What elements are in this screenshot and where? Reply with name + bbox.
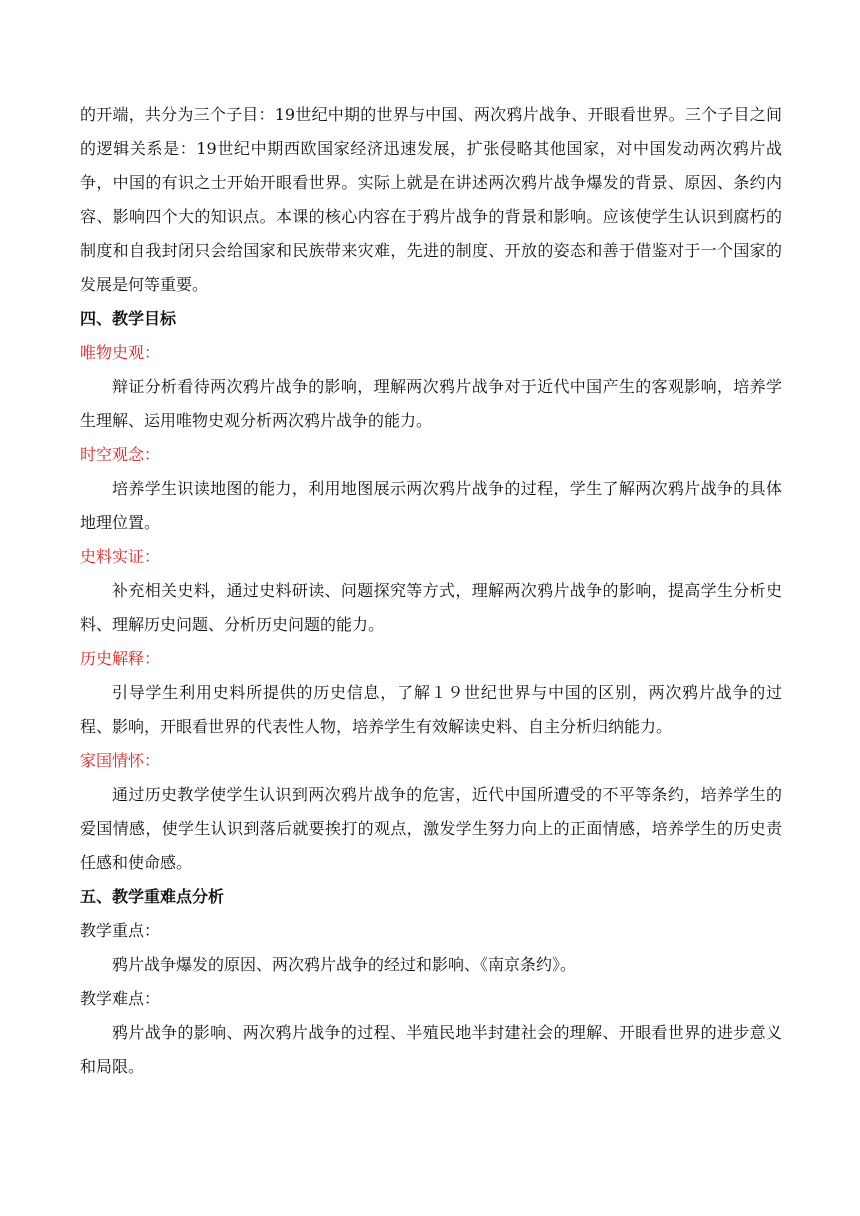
goal-label-materialism: 唯物史观： bbox=[80, 343, 161, 362]
intro-paragraph: 的开端，共分为三个子目：19世纪中期的世界与中国、两次鸦片战争、开眼看世界。三个子目之间的逻辑关系是：19世纪中期西欧国家经济迅速发展，扩张侵略其他国家，对中国发动两次鸦片战争，中国的有识之士开始开眼看世界。实际上就是在讲述两次鸦片战争爆发的背景、原因、条约内容、影响四个大的知识点。本课的核心内容在于鸦片战争的背景和影响。应该使学生认识到腐朽的制度和自我封闭只会给国家和民族带来灾难，先进的制度、开放的姿态和善于借鉴对于一个国家的发展是何等重要。 bbox=[80, 105, 782, 294]
key-point-text: 鸦片战争爆发的原因、两次鸦片战争的经过和影响、《南京条约》。 bbox=[112, 955, 577, 974]
goal-text-patriotism: 通过历史教学使学生认识到两次鸦片战争的危害，近代中国所遭受的不平等条约，培养学生的爱国情感，使学生认识到落后就要挨打的观点，激发学生努力向上的正面情感，培养学生的历史责任感和使命感。 bbox=[80, 785, 782, 872]
section5-heading: 五、教学重难点分析 bbox=[80, 887, 225, 906]
goal-label-patriotism: 家国情怀： bbox=[80, 751, 161, 770]
goal-text-materialism: 辩证分析看待两次鸦片战争的影响，理解两次鸦片战争对于近代中国产生的客观影响，培养学生理解、运用唯物史观分析两次鸦片战争的能力。 bbox=[80, 377, 782, 430]
goal-label-interpretation: 历史解释： bbox=[80, 649, 161, 668]
difficult-point-text: 鸦片战争的影响、两次鸦片战争的过程、半殖民地半封建社会的理解、开眼看世界的进步意义和局限。 bbox=[80, 1023, 782, 1076]
goal-text-interpretation: 引导学生利用史料所提供的历史信息，了解１９世纪世界与中国的区别，两次鸦片战争的过程、影响，开眼看世界的代表性人物，培养学生有效解读史料、自主分析归纳能力。 bbox=[80, 683, 782, 736]
goal-label-spacetime: 时空观念： bbox=[80, 445, 161, 464]
goal-text-spacetime: 培养学生识读地图的能力，利用地图展示两次鸦片战争的过程，学生了解两次鸦片战争的具体地理位置。 bbox=[80, 479, 782, 532]
goal-text-evidence: 补充相关史料，通过史料研读、问题探究等方式，理解两次鸦片战争的影响，提高学生分析史料、理解历史问题、分析历史问题的能力。 bbox=[80, 581, 782, 634]
key-point-label: 教学重点： bbox=[80, 921, 161, 940]
goal-label-evidence: 史料实证： bbox=[80, 547, 161, 566]
difficult-point-label: 教学难点： bbox=[80, 989, 161, 1008]
section4-heading: 四、教学目标 bbox=[80, 309, 177, 328]
document-page bbox=[80, 98, 782, 1084]
